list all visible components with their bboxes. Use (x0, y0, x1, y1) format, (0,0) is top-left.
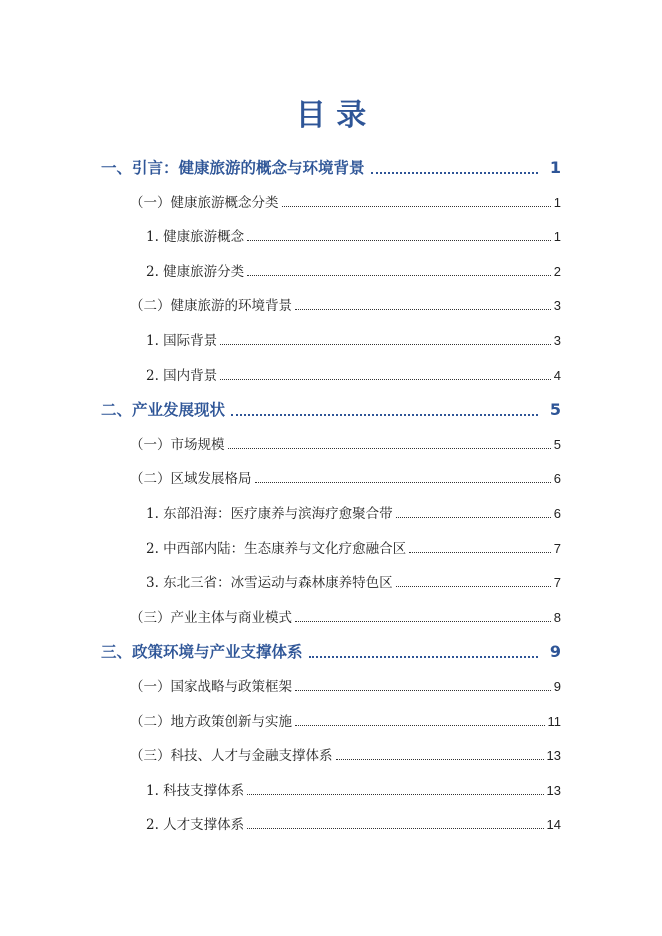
dot-leader (396, 516, 551, 518)
toc-entry-page-number: 11 (547, 713, 561, 729)
toc-entry-label: 1. 东部沿海：医疗康养与滨海疗愈聚合带 (146, 506, 393, 522)
dot-leader (295, 308, 551, 310)
toc-entry-page-number: 13 (546, 782, 561, 798)
toc-entry-page-number: 7 (553, 540, 561, 556)
toc-entry-label: 1. 科技支撑体系 (146, 782, 245, 799)
toc-entry-level-3[interactable] (146, 779, 561, 799)
toc-entry-label: 3. 东北三省：冰雪运动与森林康养特色区 (146, 575, 393, 592)
toc-entry-label: （一）国家战略与政策框架 (130, 679, 292, 695)
dot-leader (247, 827, 543, 829)
toc-entry-level-2[interactable] (130, 433, 561, 453)
dot-leader (282, 205, 551, 207)
dot-leader (231, 413, 538, 416)
toc-entry-page-number: 6 (553, 506, 561, 521)
toc-entry-label: （三）科技、人才与金融支撑体系 (130, 748, 333, 765)
toc-entry-level-3[interactable] (146, 571, 561, 591)
toc-entry-level-3[interactable] (146, 813, 561, 833)
toc-entry-level-3[interactable] (146, 502, 561, 522)
toc-entry-label: （三）产业主体与商业模式 (130, 609, 292, 626)
toc-entry-page-number: 2 (553, 263, 561, 279)
toc-entry-page-number: 3 (553, 333, 561, 348)
toc-entry-level-2[interactable] (130, 744, 561, 764)
toc-entry-page-number: 3 (553, 298, 561, 314)
dot-leader (336, 758, 544, 760)
toc-entry-label: 1. 健康旅游概念 (146, 229, 245, 246)
dot-leader (409, 551, 551, 553)
toc-entry-page-number: 13 (546, 748, 561, 764)
toc-entry-level-2[interactable] (130, 294, 561, 314)
toc-entry-label: （二）区域发展格局 (130, 471, 252, 488)
dot-leader (309, 655, 538, 658)
toc-entry-page-number: 8 (553, 609, 561, 625)
dot-leader (247, 793, 543, 795)
toc-entry-label: （二）健康旅游的环境背景 (130, 298, 292, 315)
toc-entry-page-number: 6 (553, 471, 561, 487)
toc-entry-level-1[interactable] (101, 640, 561, 662)
toc-entry-level-1[interactable] (101, 398, 561, 420)
toc-entry-page-number: 5 (553, 436, 561, 452)
toc-entry-level-2[interactable] (130, 606, 561, 626)
toc-entry-page-number: 1 (553, 194, 561, 210)
toc-entry-level-2[interactable] (130, 710, 561, 730)
toc-entry-page-number: 1 (549, 158, 561, 177)
toc-entry-level-3[interactable] (146, 364, 561, 384)
dot-leader (247, 274, 551, 276)
toc-entry-level-2[interactable] (130, 191, 561, 211)
dot-leader (396, 585, 551, 587)
toc-entry-label: （二）地方政策创新与实施 (130, 713, 292, 730)
dot-leader (295, 724, 545, 726)
toc-entry-label: 2. 人才支撑体系 (146, 817, 245, 834)
dot-leader (371, 171, 538, 174)
toc-entry-level-2[interactable] (130, 675, 561, 695)
dot-leader (295, 620, 551, 622)
toc-entry-page-number: 9 (549, 642, 561, 662)
toc-entry-label: 2. 中西部内陆：生态康养与文化疗愈融合区 (146, 540, 407, 557)
toc-entry-page-number: 1 (553, 229, 561, 245)
toc-entry-level-3[interactable] (146, 537, 561, 557)
toc-title: 目 录 (295, 98, 367, 133)
toc-entry-page-number: 7 (553, 575, 561, 591)
toc-entry-page-number: 14 (546, 817, 561, 833)
toc-entry-label: （一）市场规模 (130, 436, 225, 453)
toc-entry-level-2[interactable] (130, 467, 561, 487)
toc-entry-page-number: 5 (549, 400, 561, 420)
toc-entry-label: 2. 健康旅游分类 (146, 263, 245, 280)
dot-leader (295, 689, 551, 691)
toc-entry-label: 二、产业发展现状 (101, 401, 226, 420)
dot-leader (228, 447, 551, 449)
dot-leader (220, 343, 551, 345)
toc-entry-label: 一、引言：健康旅游的概念与环境背景 (101, 159, 365, 177)
toc-entry-label: 三、政策环境与产业支撑体系 (101, 643, 303, 662)
toc-entry-level-3[interactable] (146, 260, 561, 280)
dot-leader (255, 481, 551, 483)
toc-entry-label: 1. 国际背景 (146, 333, 218, 349)
toc-entry-level-3[interactable] (146, 329, 561, 349)
dot-leader (220, 378, 551, 380)
toc-entry-label: 2. 国内背景 (146, 367, 218, 384)
toc-entry-level-3[interactable] (146, 225, 561, 245)
toc-entry-level-1[interactable] (101, 156, 561, 178)
toc-entry-page-number: 9 (553, 679, 561, 694)
toc-entry-label: （一）健康旅游概念分类 (130, 194, 279, 211)
toc-entry-page-number: 4 (553, 367, 561, 383)
dot-leader (247, 239, 551, 241)
